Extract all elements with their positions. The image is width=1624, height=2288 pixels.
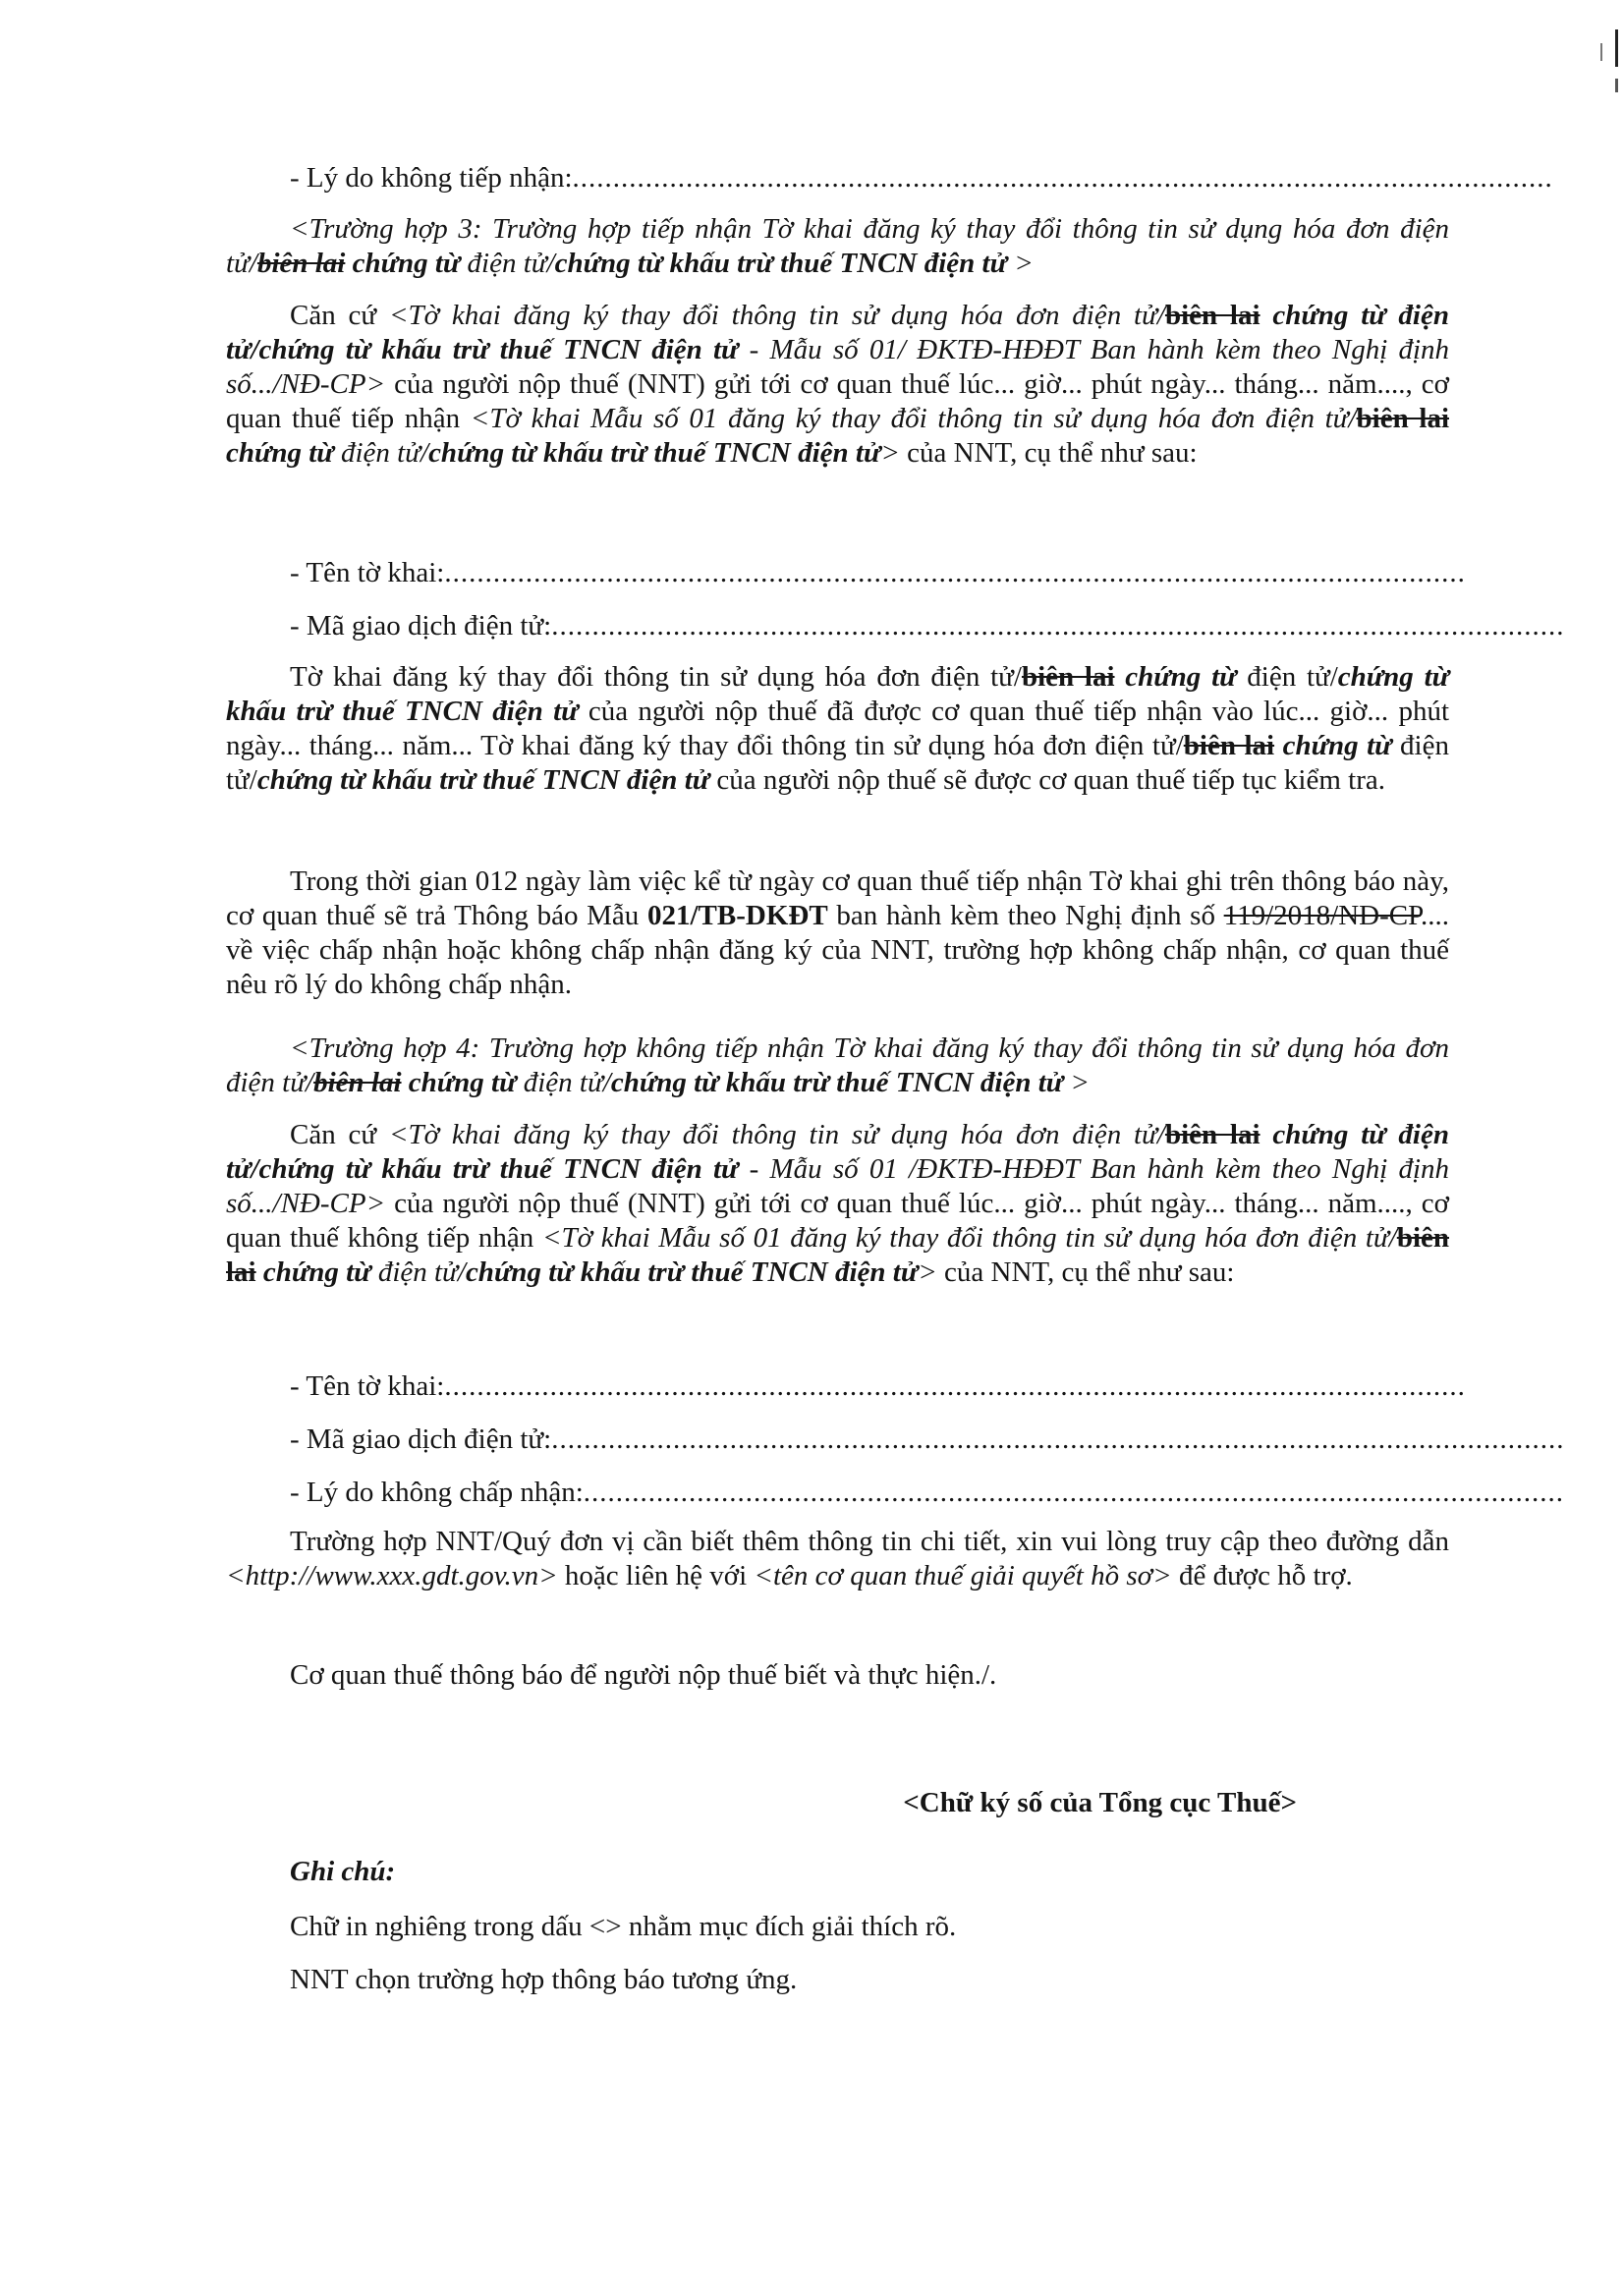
fill-dots: .............................................................................................................................. bbox=[444, 1370, 1466, 1402]
result-text: Tờ khai đăng ký thay đổi thông tin sử dụng hóa đơn điện tử/ bbox=[290, 661, 1022, 693]
fill-dots: ............................................................................................................................. bbox=[551, 1423, 1565, 1455]
support-paragraph bbox=[226, 1525, 1449, 1593]
note-title: Ghi chú: bbox=[290, 1856, 396, 1887]
case4-basis-paragraph bbox=[226, 1118, 1449, 1290]
closing-sentence: Cơ quan thuế thông báo để người nộp thuế biết và thực hiện./. bbox=[290, 1659, 997, 1691]
day-count: 012 bbox=[475, 865, 519, 897]
italic-close: > bbox=[880, 437, 900, 469]
case3-heading-text-2: điện tử/ bbox=[460, 248, 555, 279]
scan-edge-mark-2 bbox=[1615, 79, 1618, 92]
bold-italic-text-2: chứng từ bbox=[226, 437, 334, 469]
case3-name-line bbox=[290, 556, 1466, 590]
case3-result-paragraph bbox=[226, 660, 1449, 798]
bold-text-2: chứng từ khấu trừ thuế TNCN điện tử bbox=[610, 1067, 1064, 1098]
result-text-2: điện tử/ bbox=[1236, 661, 1338, 693]
basis-end: của NNT, cụ thể như sau: bbox=[936, 1256, 1235, 1288]
italic-form-name-2: <Tờ khai Mẫu số 01 đăng ký thay đổi thông tin sử dụng hóa đơn điện tử/ bbox=[541, 1222, 1397, 1254]
scan-edge-mark bbox=[1615, 29, 1618, 67]
field-label: - Tên tờ khai: bbox=[290, 557, 445, 588]
strike-text-2: biên lai bbox=[226, 1222, 1449, 1288]
bold-italic-text: chứng từ bbox=[1114, 661, 1237, 693]
reject-reason-line bbox=[290, 161, 1553, 195]
italic-close: > bbox=[918, 1256, 937, 1288]
result-text-5: của người nộp thuế sẽ được cơ quan thuế tiếp tục kiểm tra. bbox=[709, 764, 1385, 796]
result-text-4: điện tử/ bbox=[226, 730, 1449, 796]
support-text-3: để được hỗ trợ. bbox=[1171, 1560, 1353, 1591]
italic-form-name-2: <Tờ khai Mẫu số 01 đăng ký thay đổi thông tin sử dụng hóa đơn điện tử/ bbox=[470, 403, 1357, 434]
basis-lead: Căn cứ bbox=[290, 300, 389, 331]
case4-name-line bbox=[290, 1369, 1466, 1404]
field-label: - Mã giao dịch điện tử: bbox=[290, 610, 552, 642]
support-link: <http://www.xxx.gdt.gov.vn> bbox=[226, 1560, 558, 1591]
italic-form-number: - Mẫu số 01 /ĐKTĐ-HĐĐT Ban hành kèm theo Nghị định số.../NĐ-CP> bbox=[226, 1153, 1450, 1219]
strike-text: biên lai bbox=[1164, 1119, 1260, 1150]
italic-form-name: <Tờ khai đăng ký thay đổi thông tin sử dụng hóa đơn điện tử/ bbox=[388, 1119, 1165, 1150]
case3-heading-end: > bbox=[1006, 248, 1034, 279]
case3-heading bbox=[226, 212, 1449, 281]
field-label: - Lý do không tiếp nhận: bbox=[290, 162, 573, 194]
signature-placeholder: <Chữ ký số của Tổng cục Thuế> bbox=[903, 1787, 1297, 1818]
bold-italic-text-2: chứng từ bbox=[255, 1256, 371, 1288]
tax-office-placeholder: <tên cơ quan thuế giải quyết hồ sơ> bbox=[754, 1560, 1172, 1591]
fill-dots: .............................................................................................................................. bbox=[444, 557, 1466, 588]
strike-text-2: biên lai bbox=[1356, 403, 1449, 434]
italic-text: điện tử/ bbox=[370, 1256, 466, 1288]
case3-time-paragraph bbox=[226, 865, 1449, 1002]
case3-heading-text: <Trường hợp 3: Trường hợp tiếp nhận Tờ khai đăng ký thay đổi thông tin sử dụng hóa đơn điện tử/ bbox=[226, 213, 1449, 279]
italic-text: điện tử/ bbox=[333, 437, 429, 469]
case4-heading-end: > bbox=[1063, 1067, 1090, 1098]
note-line-1: Chữ in nghiêng trong dấu <> nhằm mục đích giải thích rõ. bbox=[290, 1911, 957, 1942]
time-text-3: ban hành kèm theo Nghị định số bbox=[827, 900, 1224, 931]
bold-italic-text-4: chứng từ khấu trừ thuế TNCN điện tử bbox=[256, 764, 710, 796]
strike-decree: 119/2018/NĐ-CP bbox=[1223, 900, 1421, 931]
bold-italic-text-3: chứng từ khấu trừ thuế TNCN điện tử bbox=[428, 437, 881, 469]
bold-italic-text-3: chứng từ khấu trừ thuế TNCN điện tử bbox=[465, 1256, 919, 1288]
case4-heading-text: <Trường hợp 4: Trường hợp không tiếp nhận Tờ khai đăng ký thay đổi thông tin sử dụng hóa đơn điện tử/ bbox=[226, 1032, 1449, 1098]
bold-text-2: chứng từ khấu trừ thuế TNCN điện tử bbox=[554, 248, 1007, 279]
strike-text-2: biên lai bbox=[1183, 730, 1275, 761]
basis-lead: Căn cứ bbox=[290, 1119, 389, 1150]
time-text-2: ngày làm việc kể từ ngày cơ quan thuế tiếp nhận Tờ khai ghi trên thông báo này, cơ quan thuế sẽ trả Thông báo Mẫu bbox=[226, 865, 1449, 931]
field-label: - Lý do không chấp nhận: bbox=[290, 1477, 584, 1508]
time-text-4: .... về việc chấp nhận hoặc không chấp nhận đăng ký của NNT, trường hợp không chấp nhận, cơ quan thuế nêu rõ lý do không chấp nhận. bbox=[226, 900, 1449, 1000]
case4-heading-text-2: điện tử/ bbox=[516, 1067, 611, 1098]
case4-heading bbox=[226, 1032, 1449, 1100]
italic-form-name: <Tờ khai đăng ký thay đổi thông tin sử dụng hóa đơn điện tử/ bbox=[388, 300, 1165, 331]
basis-end: của NNT, cụ thể như sau: bbox=[899, 437, 1198, 469]
italic-form-number: - Mẫu số 01/ ĐKTĐ-HĐĐT Ban hành kèm theo Nghị định số.../NĐ-CP> bbox=[226, 334, 1450, 400]
fill-dots: ............................................................................................................................. bbox=[551, 610, 1565, 642]
fill-dots: ......................................................................................................................... bbox=[572, 162, 1553, 194]
strike-text: biên lai bbox=[1164, 300, 1260, 331]
support-text-2: hoặc liên hệ với bbox=[557, 1560, 755, 1591]
case3-basis-paragraph bbox=[226, 299, 1449, 471]
bold-italic-text-3: chứng từ bbox=[1274, 730, 1392, 761]
field-label: - Tên tờ khai: bbox=[290, 1370, 445, 1402]
case4-reason-line bbox=[290, 1476, 1565, 1510]
case3-code-line bbox=[290, 609, 1565, 643]
basis-body: của người nộp thuế (NNT) gửi tới cơ quan thuế lúc... giờ... phút ngày... tháng... năm...., cơ quan thuế tiếp nhận bbox=[226, 368, 1449, 434]
bold-text: chứng từ bbox=[345, 248, 461, 279]
fill-dots: ......................................................................................................................... bbox=[583, 1477, 1565, 1508]
strike-text: biên lai bbox=[256, 248, 346, 279]
bold-italic-text-2: chứng từ khấu trừ thuế TNCN điện tử bbox=[226, 661, 1449, 727]
bold-italic-text: chứng từ điện tử/chứng từ khấu trừ thuế TNCN điện tử bbox=[226, 300, 1449, 365]
case4-code-line bbox=[290, 1423, 1565, 1457]
bold-italic-text: chứng từ điện tử/chứng từ khấu trừ thuế TNCN điện tử bbox=[226, 1119, 1449, 1185]
support-text: Trường hợp NNT/Quý đơn vị cần biết thêm thông tin chi tiết, xin vui lòng truy cập theo đường dẫn bbox=[290, 1526, 1449, 1557]
bold-text: chứng từ bbox=[401, 1067, 517, 1098]
strike-text: biên lai bbox=[313, 1067, 402, 1098]
scan-edge-mark-3 bbox=[1600, 43, 1602, 61]
basis-body: của người nộp thuế (NNT) gửi tới cơ quan thuế lúc... giờ... phút ngày... tháng... năm...., cơ quan thuế không tiếp nhận bbox=[226, 1188, 1449, 1254]
result-text-3: của người nộp thuế đã được cơ quan thuế tiếp nhận vào lúc... giờ... phút ngày... tháng... năm... Tờ khai đăng ký thay đổi thông tin sử dụng hóa đơn điện tử/ bbox=[226, 696, 1450, 761]
time-text: Trong thời gian bbox=[290, 865, 476, 897]
form-code: 021/TB-DKĐT bbox=[647, 900, 828, 931]
note-line-2: NNT chọn trường hợp thông báo tương ứng. bbox=[290, 1964, 798, 1995]
field-label: - Mã giao dịch điện tử: bbox=[290, 1423, 552, 1455]
strike-text: biên lai bbox=[1021, 661, 1115, 693]
